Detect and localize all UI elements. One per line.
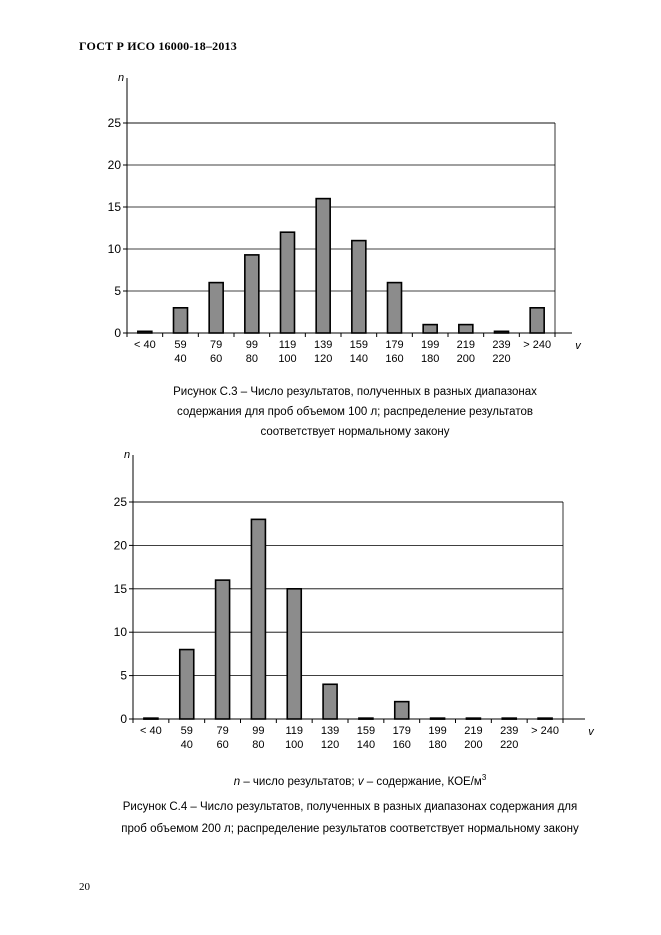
x-tick-label: 180 (428, 739, 447, 751)
figure-c3-caption (110, 382, 600, 442)
x-tick-label: 80 (252, 739, 265, 751)
x-tick-label: 59 (180, 725, 193, 737)
caption-line: Рисунок С.4 – Число результатов, полученных в разных диапазонах содержания для (122, 801, 578, 813)
bar (502, 718, 516, 719)
x-tick-label: 200 (464, 739, 483, 751)
x-tick-label: > 240 (531, 725, 560, 737)
x-tick-label: 99 (252, 725, 265, 737)
x-tick-label: 40 (180, 739, 193, 751)
x-axis-label: v (575, 340, 581, 352)
legend-n-text: – число результатов; (240, 775, 358, 788)
y-tick-label: 15 (107, 200, 121, 214)
y-tick-label: 25 (107, 116, 121, 130)
bar (281, 232, 295, 333)
bar (388, 283, 402, 333)
y-tick-label: 20 (107, 158, 121, 172)
x-tick-label: 199 (428, 725, 447, 737)
x-tick-label: 239 (492, 339, 511, 351)
y-tick-label: 25 (113, 495, 127, 509)
bar (538, 718, 552, 719)
x-tick-label: 120 (313, 353, 333, 365)
x-tick-label: 199 (420, 339, 440, 351)
x-tick-label: 180 (420, 353, 440, 365)
bar (459, 325, 473, 333)
x-tick-label: 179 (385, 339, 404, 351)
x-tick-label: 219 (464, 725, 483, 737)
legend-v-symbol: v (357, 775, 364, 788)
figure-c4-legend (150, 773, 570, 788)
bar (495, 331, 509, 333)
histogram-figure-c4 (0, 440, 661, 770)
x-tick-label: 120 (320, 739, 340, 751)
caption-line: Рисунок С.3 – Число результатов, полученных в разных диапазонах (173, 386, 537, 398)
x-tick-label: 40 (174, 353, 187, 365)
x-tick-label: 239 (500, 725, 519, 737)
page-number: 20 (79, 881, 90, 893)
y-tick-label: 20 (113, 538, 127, 553)
legend-n-symbol: n (233, 775, 241, 788)
x-tick-label: 60 (210, 353, 223, 365)
x-tick-label: 220 (492, 353, 511, 365)
bar (352, 241, 366, 333)
x-tick-label: 60 (216, 739, 229, 751)
x-tick-label: 119 (278, 339, 297, 351)
bar (395, 702, 409, 719)
x-tick-label: 100 (285, 739, 304, 751)
x-tick-label: 159 (356, 725, 376, 737)
bar (174, 308, 188, 333)
histogram-figure-c3 (0, 60, 661, 380)
bar (216, 580, 230, 719)
bar (245, 255, 259, 333)
y-tick-label: 0 (114, 326, 121, 340)
bar (431, 718, 445, 719)
bar (359, 718, 373, 719)
bar (144, 718, 158, 719)
x-tick-label: < 40 (133, 339, 156, 351)
legend-v-text: – содержание, КОЕ/м (363, 775, 482, 788)
caption-line: содержания для проб объемом 100 л; распределение результатов (177, 406, 533, 418)
x-tick-label: 219 (456, 339, 476, 351)
y-tick-label: 15 (113, 581, 127, 596)
x-tick-label: 220 (500, 739, 519, 751)
x-tick-label: 100 (278, 353, 297, 365)
x-tick-label: > 240 (523, 339, 552, 351)
bar (530, 308, 544, 333)
x-tick-label: 159 (349, 339, 369, 351)
y-tick-label: 5 (120, 668, 127, 683)
bar (209, 283, 223, 333)
x-tick-label: 139 (320, 725, 340, 737)
x-tick-label: 200 (456, 353, 476, 365)
x-tick-label: 99 (245, 339, 258, 351)
x-tick-label: < 40 (140, 725, 162, 737)
x-tick-label: 160 (392, 739, 411, 751)
x-tick-label: 79 (210, 339, 223, 351)
y-tick-label: 10 (107, 242, 121, 256)
legend-unit-superscript: 3 (481, 773, 487, 782)
bar (287, 589, 301, 719)
x-tick-label: 140 (356, 739, 376, 751)
bar (138, 331, 152, 333)
x-tick-label: 179 (392, 725, 411, 737)
x-axis-label: v (588, 726, 594, 738)
bar (180, 650, 194, 719)
bar (466, 718, 480, 719)
bar (251, 519, 265, 719)
bar (316, 199, 330, 333)
figure-c4-caption (70, 796, 630, 840)
y-tick-label: 10 (113, 625, 127, 640)
document-header: ГОСТ Р ИСО 16000-18–2013 (79, 39, 237, 53)
x-tick-label: 119 (285, 725, 304, 737)
bar (423, 325, 437, 333)
x-tick-label: 79 (216, 725, 229, 737)
x-tick-label: 80 (245, 353, 258, 365)
caption-line: соответствует нормальному закону (260, 426, 450, 438)
x-tick-label: 139 (313, 339, 333, 351)
y-axis-label: n (117, 72, 125, 84)
bar (323, 684, 337, 719)
y-axis-label: n (123, 449, 131, 461)
x-tick-label: 140 (349, 353, 369, 365)
y-tick-label: 0 (120, 712, 127, 726)
x-tick-label: 160 (385, 353, 404, 365)
caption-line: проб объемом 200 л; распределение результатов соответствует нормальному закону (121, 823, 579, 835)
y-tick-label: 5 (114, 284, 121, 298)
x-tick-label: 59 (174, 339, 187, 351)
